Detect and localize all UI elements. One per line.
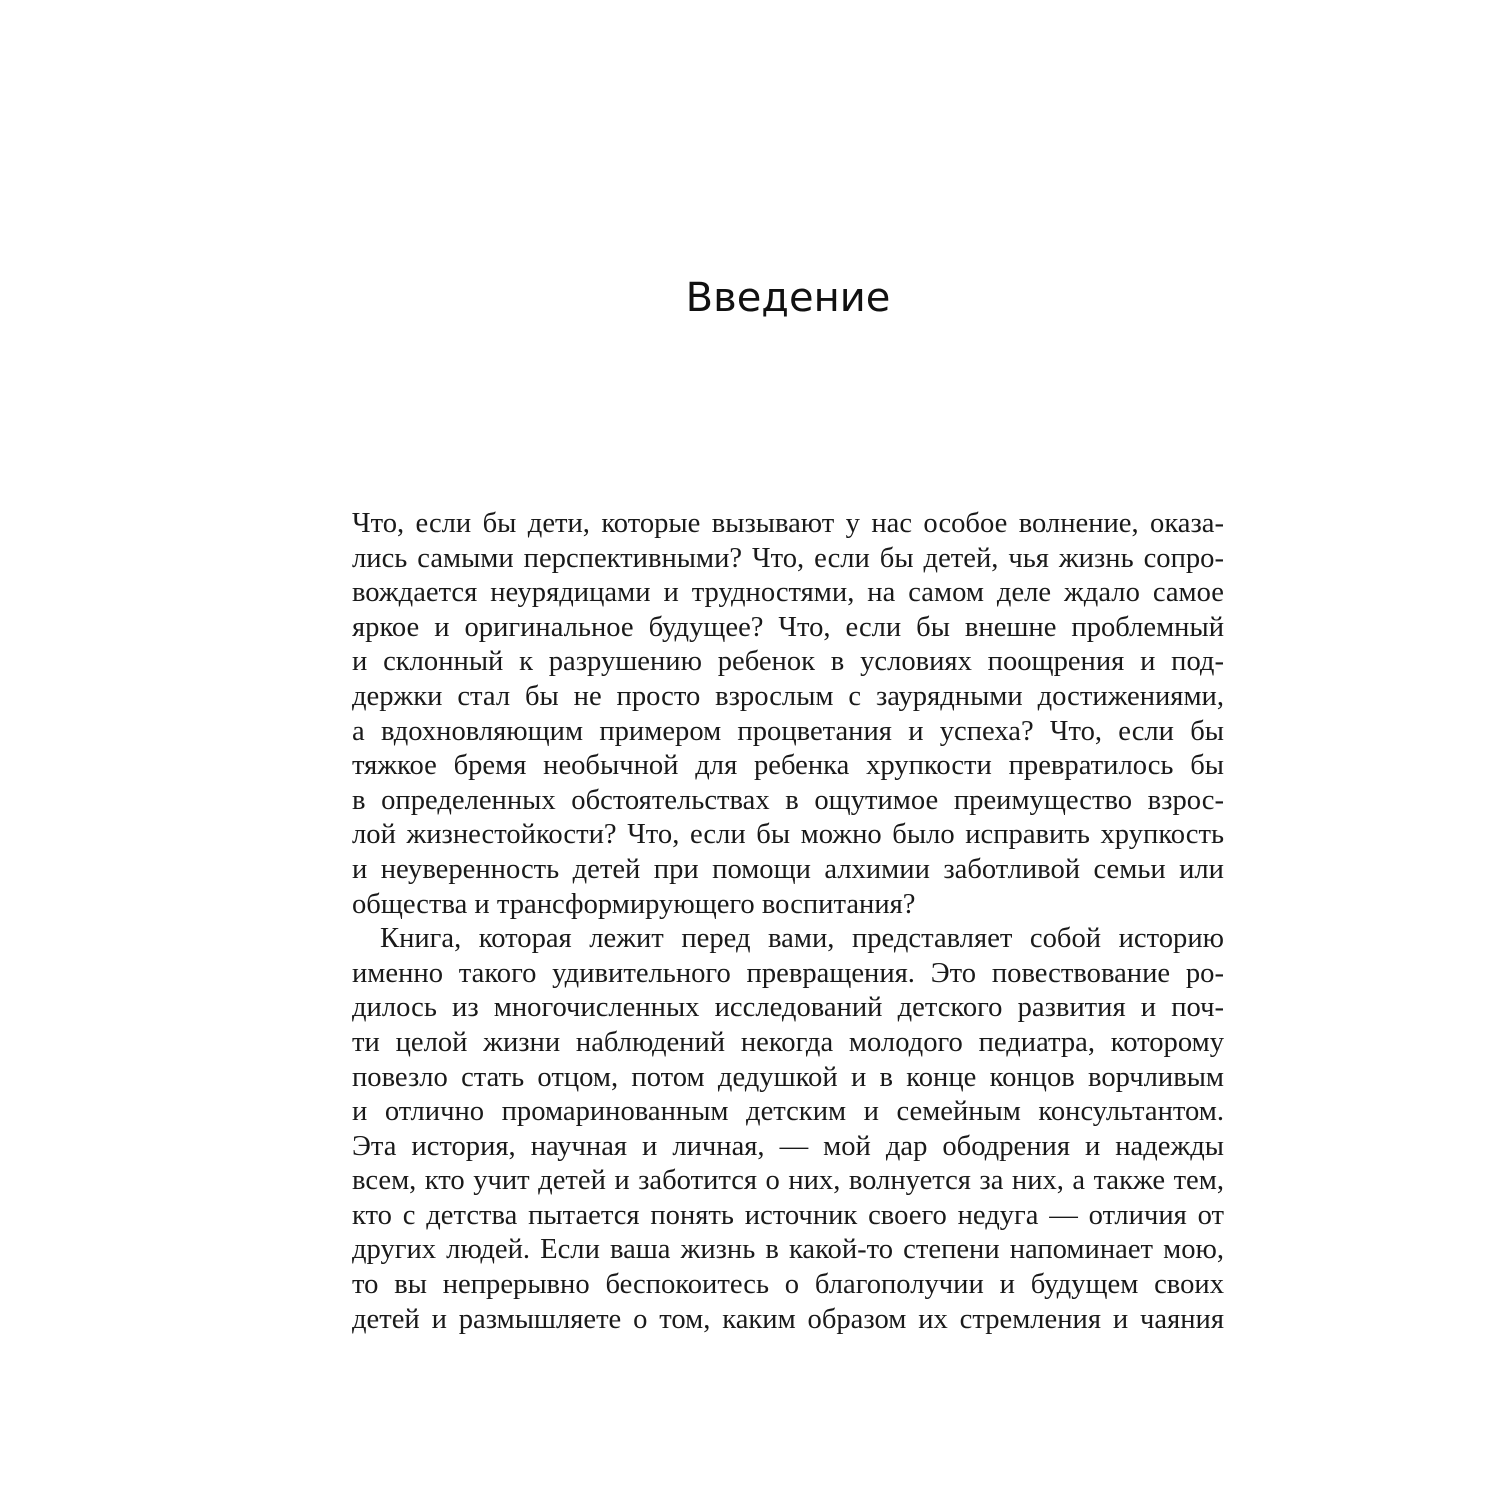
text-line: и неуверенность детей при помощи алхимии заботливой семьи или (352, 853, 1224, 885)
text-line: именно такого удивительного превращения. Это повествование ро- (352, 957, 1224, 989)
text-line: всем, кто учит детей и заботится о них, волнуется за них, а также тем, (352, 1165, 1224, 1197)
chapter-title: Введение (685, 275, 891, 321)
text-line: лись самыми перспективными? Что, если бы детей, чья жизнь сопро- (352, 542, 1224, 574)
text-line: Что, если бы дети, которые вызывают у нас особое волнение, оказа- (352, 508, 1224, 539)
text-line: вождается неурядицами и трудностями, на самом деле ждало самое (352, 577, 1224, 609)
body-text (352, 507, 1224, 1337)
text-line: Эта история, научная и личная, — мой дар ободрения и надежды (352, 1130, 1224, 1162)
text-line: ти целой жизни наблюдений некогда молодого педиатра, которому (352, 1026, 1224, 1058)
paragraph-2 (352, 922, 1224, 1337)
text-line: то вы непрерывно беспокоитесь о благополучии и будущем своих (352, 1269, 1224, 1301)
text-line: детей и размышляете о том, каким образом их стремления и чаяния (352, 1303, 1224, 1335)
text-line: других людей. Если ваша жизнь в какой-то степени напоминает мою, (352, 1234, 1224, 1266)
text-line: кто с детства пытается понять источник своего недуга — отличия от (352, 1199, 1224, 1231)
text-line: повезло стать отцом, потом дедушкой и в конце концов ворчливым (352, 1061, 1224, 1093)
paragraph-1 (352, 507, 1224, 922)
text-line: дилось из многочисленных исследований детского развития и поч- (352, 992, 1224, 1024)
text-line: Книга, которая лежит перед вами, представляет собой историю (380, 923, 1224, 955)
text-line: и отлично промаринованным детским и семейным консультантом. (352, 1096, 1224, 1128)
text-line: держки стал бы не просто взрослым с заурядными достижениями, (352, 680, 1224, 712)
text-line: тяжкое бремя необычной для ребенка хрупкости превратилось бы (352, 750, 1224, 782)
text-line: яркое и оригинальное будущее? Что, если бы внешне проблемный (352, 611, 1224, 643)
text-line: лой жизнестойкости? Что, если бы можно было исправить хрупкость (352, 819, 1224, 851)
text-line: а вдохновляющим примером процветания и успеха? Что, если бы (352, 715, 1224, 747)
text-line: и склонный к разрушению ребенок в условиях поощрения и под- (352, 646, 1224, 678)
text-line: общества и трансформирующего воспитания? (352, 888, 916, 920)
text-line: в определенных обстоятельствах в ощутимое преимущество взрос- (352, 784, 1224, 816)
